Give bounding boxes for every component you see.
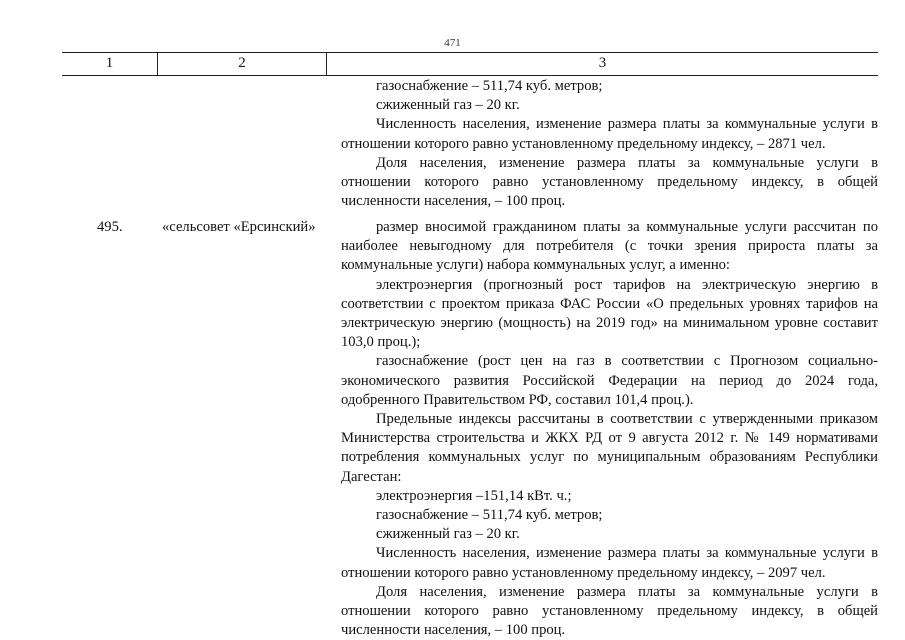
paragraph: Численность населения, изменение размера платы за коммунальные услуги в отношении которого равно установленному предельному индексу, – 2097 чел.	[341, 545, 878, 581]
table-header-row	[62, 52, 878, 76]
paragraph: сжиженный газ – 20 кг.	[376, 97, 520, 114]
page-number: 471	[444, 37, 461, 49]
paragraph: электроэнергия (прогнозный рост тарифов на электрическую энергию в соответствии с проектом приказа ФАС России «О предельных уровнях тарифов на электрическую энергию (мощность) на 2019 год» на минимальном уровне составит 103,0 проц.);	[341, 276, 878, 351]
paragraph: Численность населения, изменение размера платы за коммунальные услуги в отношении которого равно установленному предельному индексу, – 2871 чел.	[341, 116, 878, 152]
header-col-3: 3	[598, 55, 607, 71]
continuation-text	[341, 77, 878, 211]
row-description	[341, 218, 878, 640]
row-number: 495.	[97, 219, 123, 235]
paragraph: газоснабжение (рост цен на газ в соответствии с Прогнозом социально-экономического развития Российской Федерации на период до 2024 года, одобренного Правительством РФ, составил 101,4 проц.).	[341, 353, 878, 408]
paragraph: Доля населения, изменение размера платы за коммунальные услуги в отношении которого равно установленному предельному индексу, в общей численности населения, – 100 проц.	[341, 154, 878, 210]
paragraph: размер вносимой гражданином платы за коммунальные услуги рассчитан по наиболее невыгодному для потребителя (с точки зрения прироста платы за коммунальные услуги) набора коммунальных услуг, а именно:	[341, 219, 878, 274]
header-col-2: 2	[238, 55, 246, 71]
paragraph: сжиженный газ – 20 кг.	[376, 526, 520, 543]
paragraph: газоснабжение – 511,74 куб. метров;	[376, 507, 603, 524]
paragraph: газоснабжение – 511,74 куб. метров;	[376, 78, 603, 94]
paragraph: электроэнергия –151,14 кВт. ч.;	[376, 487, 572, 504]
paragraph: Доля населения, изменение размера платы за коммунальные услуги в отношении которого равно установленному предельному индексу, в общей численности населения, – 100 проц.	[341, 583, 878, 639]
row-municipality-name: «сельсовет «Ерсинский»	[162, 219, 316, 235]
paragraph: Предельные индексы рассчитаны в соответствии с утвержденными приказом Министерства строительства и ЖКХ РД от 9 августа 2012 г. № 149 нормативами потребления коммунальных услуг по муниципальным образованиям Республики Дагестан:	[341, 411, 878, 485]
header-col-1: 1	[105, 55, 114, 71]
